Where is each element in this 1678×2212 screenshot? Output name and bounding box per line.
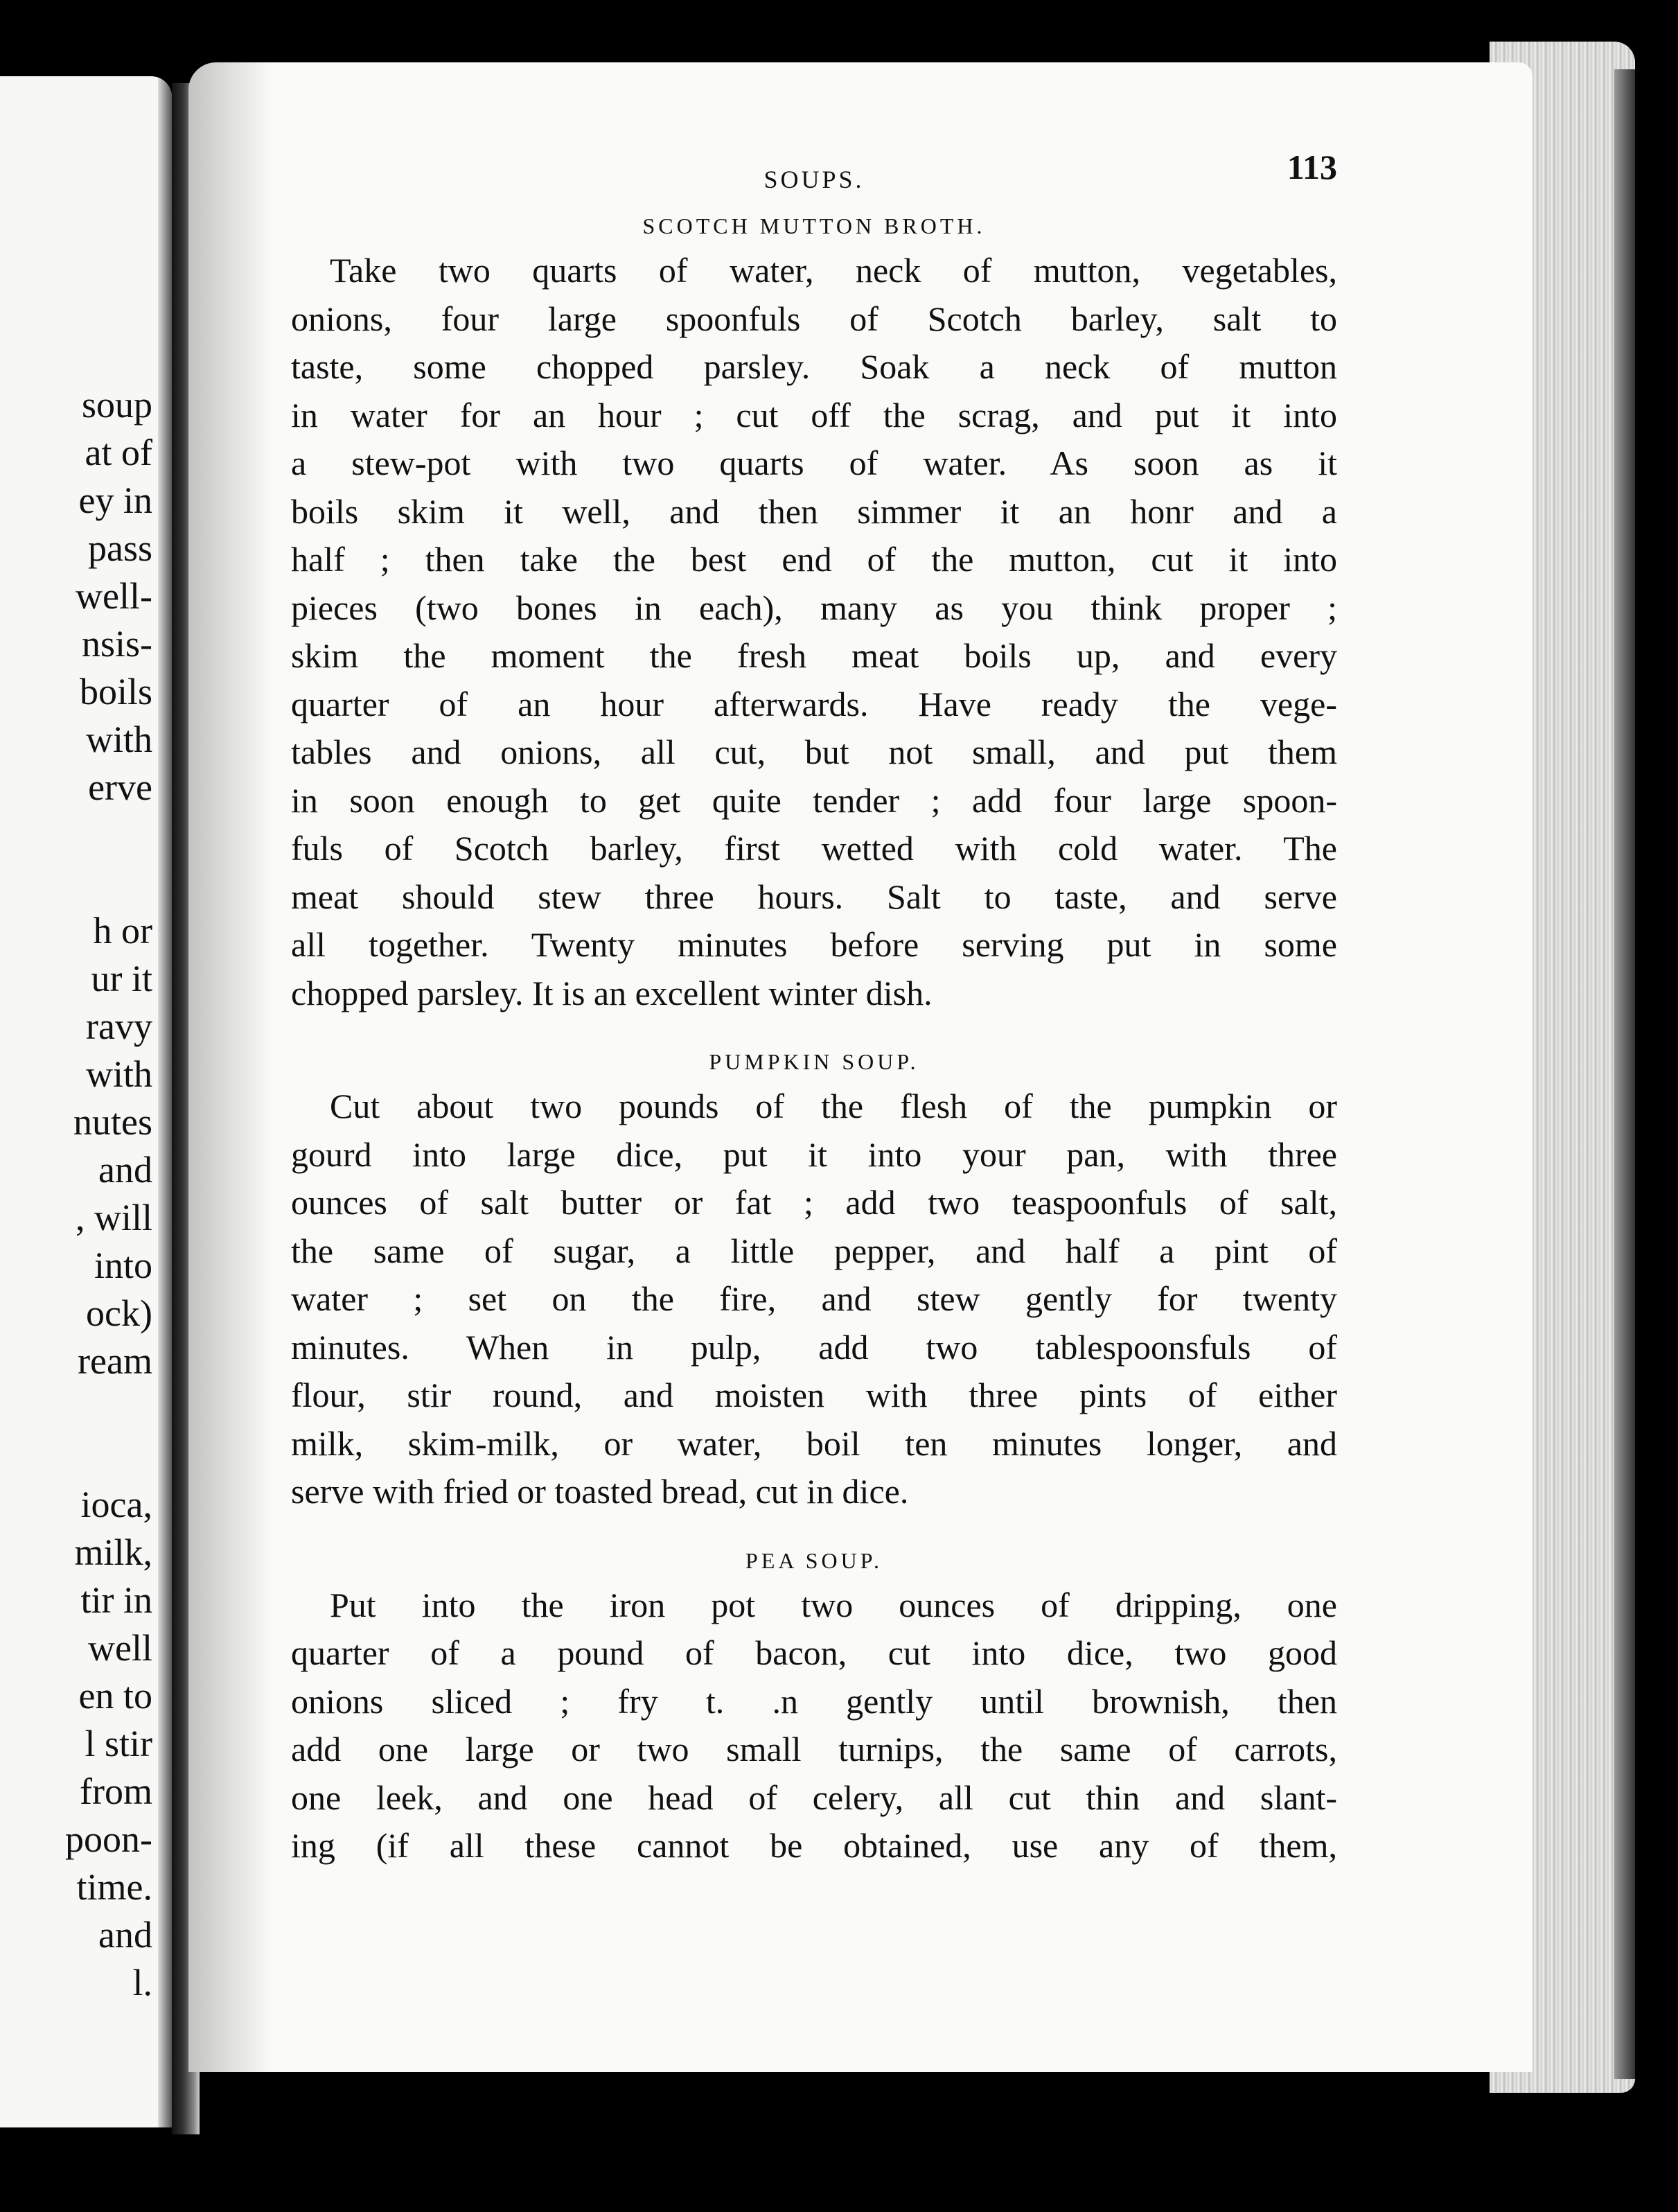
- text-line: skim the moment the fresh meat boils up, and every: [291, 636, 1337, 675]
- recipe-body: [291, 1581, 1337, 1870]
- left-line: h or: [93, 910, 152, 951]
- text-line: quarter of an hour afterwards. Have ready the vege-: [291, 684, 1337, 723]
- left-line: into: [94, 1245, 152, 1286]
- text-line: chopped parsley. It is an excellent winter dish.: [291, 973, 933, 1012]
- left-line: [0, 811, 152, 859]
- left-line: boils: [79, 671, 152, 712]
- text-line: gourd into large dice, put it into your pan, with three: [291, 1134, 1337, 1174]
- recipe-title: PUMPKIN SOUP.: [709, 1049, 919, 1074]
- recipe-body: [291, 1082, 1337, 1516]
- left-line: ream: [78, 1340, 152, 1382]
- left-line: l stir: [85, 1723, 152, 1764]
- recipe-pumpkin-soup: [291, 1041, 1337, 1516]
- text-line: minutes. When in pulp, add two tablespoonsfuls of: [291, 1327, 1337, 1367]
- left-line: from: [80, 1771, 152, 1812]
- left-line: , will: [75, 1197, 152, 1238]
- text-line: flour, stir round, and moisten with three pints of either: [291, 1376, 1337, 1414]
- left-line: at of: [85, 432, 152, 473]
- left-line: ur it: [91, 958, 152, 999]
- left-line: pass: [88, 527, 152, 569]
- left-line: with: [85, 1053, 152, 1095]
- text-line: Put into the iron pot two ounces of dripping, one: [330, 1585, 1337, 1624]
- left-line: and: [98, 1914, 152, 1956]
- text-line: the same of sugar, a little pepper, and half a pint of: [291, 1231, 1337, 1270]
- recipe-body: [291, 247, 1337, 1017]
- recipe-pea-soup: [291, 1540, 1337, 1870]
- left-line: ock): [86, 1292, 152, 1334]
- left-line: well: [88, 1627, 152, 1669]
- text-line: tables and onions, all cut, but not small, and put them: [291, 732, 1337, 771]
- text-line: Take two quarts of water, neck of mutton, vegetables,: [330, 251, 1337, 290]
- text-line: pieces (two bones in each), many as you think proper ;: [291, 588, 1337, 627]
- left-line: en to: [78, 1675, 152, 1717]
- text-line: serve with fried or toasted bread, cut in dice.: [291, 1472, 909, 1511]
- running-head: SOUPS.: [763, 166, 865, 193]
- text-line: boils skim it well, and then simmer it an honr and a: [291, 491, 1337, 531]
- left-line: milk,: [74, 1531, 152, 1573]
- text-line: meat should stew three hours. Salt to taste, and serve: [291, 877, 1337, 916]
- text-line: water ; set on the fire, and stew gently for twenty: [291, 1279, 1337, 1318]
- left-line: ravy: [86, 1006, 152, 1047]
- left-line: ioca,: [80, 1484, 152, 1525]
- text-line: a stew-pot with two quarts of water. As soon as it: [291, 444, 1337, 482]
- page-curve-shadow: [188, 62, 272, 2072]
- left-line: [0, 859, 152, 907]
- left-line: with: [85, 719, 152, 760]
- text-line: Cut about two pounds of the flesh of the pumpkin or: [330, 1087, 1337, 1125]
- page-header: [291, 139, 1337, 201]
- text-line: onions sliced ; fry t. .n gently until brownish, then: [291, 1681, 1337, 1721]
- left-line: nutes: [73, 1101, 152, 1143]
- recipe-title: PEA SOUP.: [745, 1547, 883, 1573]
- text-line: all together. Twenty minutes before serving put in some: [291, 925, 1337, 964]
- left-page-edge: [158, 76, 172, 2127]
- left-line: l.: [132, 1962, 152, 2003]
- left-line: well-: [76, 575, 152, 617]
- cover-edge: [1614, 69, 1635, 2079]
- left-line: erve: [88, 766, 152, 808]
- left-line: ey in: [78, 480, 152, 521]
- left-line: nsis-: [81, 623, 152, 665]
- text-line: fuls of Scotch barley, first wetted with cold water. The: [291, 829, 1337, 868]
- text-line: in soon enough to get quite tender ; add four large spoon-: [291, 780, 1337, 820]
- recipe-title: SCOTCH MUTTON BROTH.: [642, 213, 986, 238]
- recipe-scotch-mutton-broth: [291, 205, 1337, 1017]
- text-line: onions, four large spoonfuls of Scotch barley, salt to: [291, 299, 1337, 338]
- left-line: soup: [81, 384, 152, 425]
- text-line: in water for an hour ; cut off the scrag, and put it into: [291, 395, 1337, 434]
- text-line: taste, some chopped parsley. Soak a neck of mutton: [291, 347, 1337, 386]
- text-line: ing (if all these cannot be obtained, use any of them,: [291, 1826, 1337, 1865]
- page-content: [291, 139, 1337, 1870]
- text-line: milk, skim-milk, or water, boil ten minutes longer, and: [291, 1423, 1337, 1463]
- text-line: add one large or two small turnips, the same of carrots,: [291, 1730, 1337, 1768]
- left-line: [0, 1433, 152, 1481]
- text-line: one leek, and one head of celery, all cut thin and slant-: [291, 1778, 1337, 1817]
- left-line: time.: [76, 1866, 152, 1908]
- text-line: quarter of a pound of bacon, cut into dice, two good: [291, 1633, 1337, 1672]
- left-line: tir in: [80, 1579, 152, 1621]
- left-page-text: [0, 381, 152, 2007]
- text-line: ounces of salt butter or fat ; add two teaspoonfuls of salt,: [291, 1183, 1337, 1222]
- page-number: 113: [1287, 148, 1337, 186]
- left-page: [0, 76, 172, 2127]
- left-line: poon-: [65, 1818, 152, 1860]
- left-line: [0, 1385, 152, 1433]
- text-line: half ; then take the best end of the mutton, cut it into: [291, 540, 1337, 579]
- left-line: and: [98, 1149, 152, 1191]
